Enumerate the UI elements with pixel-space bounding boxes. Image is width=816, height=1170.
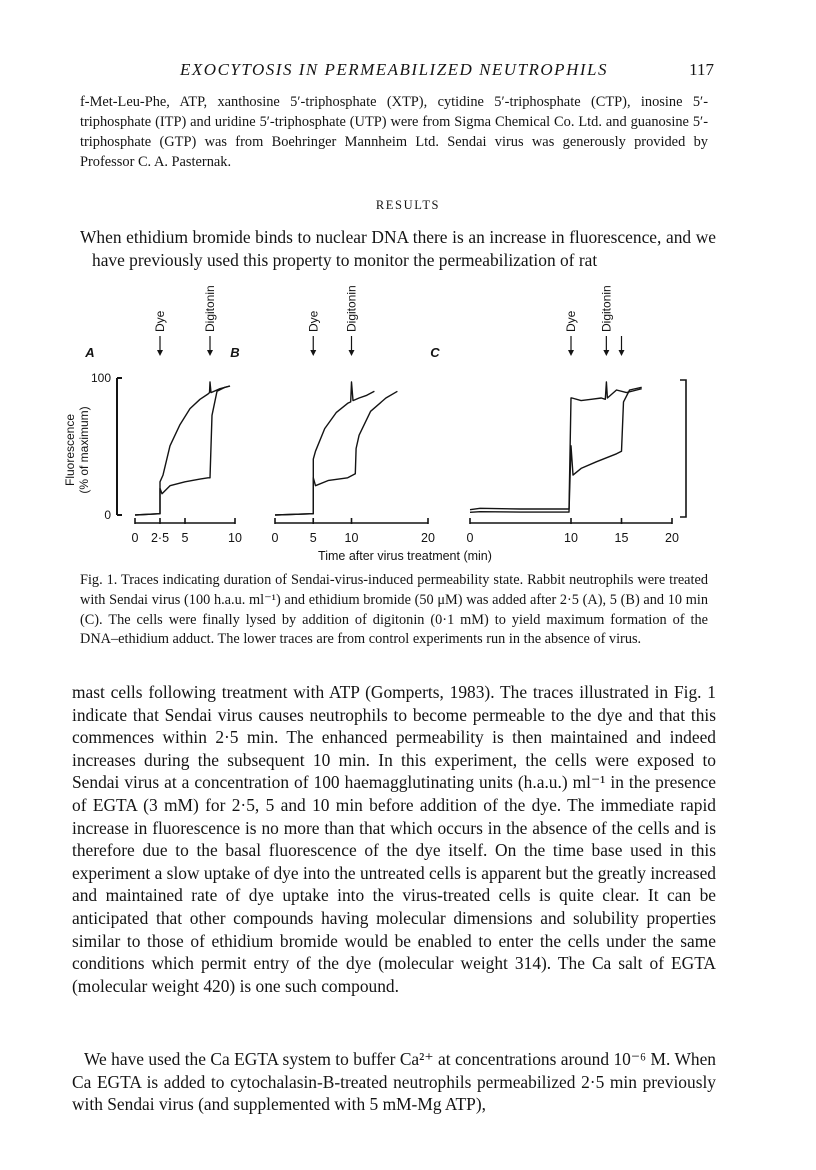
- last-text: We have used the Ca EGTA system to buffer Ca²⁺ at concentrations around 10⁻⁶ M. When Ca EGTA is added to cytochalasin-B-treated neutrophils permeabilized 2·5 min previously with Sendai virus (and supplemented with 5 mM-Mg ATP),: [72, 1049, 716, 1115]
- x-tick-label-a-2: 5: [181, 531, 189, 545]
- marker-arrowhead-a-1: [207, 350, 213, 356]
- marker-arrowhead-b-0: [310, 350, 316, 356]
- trace-c-control: [470, 387, 642, 512]
- x-tick-label-a-0: 0: [131, 531, 139, 545]
- y-axis-label-line1: Fluorescence: [63, 413, 77, 487]
- x-tick-label-b-1: 5: [309, 531, 317, 545]
- running-title: EXOCYTOSIS IN PERMEABILIZED NEUTROPHILS: [180, 60, 608, 79]
- y-tick-label-top: 100: [90, 371, 111, 385]
- last-paragraph: [72, 1048, 716, 1116]
- page-number: 117: [689, 60, 714, 79]
- x-tick-label-a-1: 2·5: [150, 531, 170, 545]
- materials-paragraph: f-Met-Leu-Phe, ATP, xanthosine 5′-triphosphate (XTP), cytidine 5′-triphosphate (CTP), inosine 5′-triphosphate (ITP) and uridine 5′-triphosphate (UTP) were from Sigma Chemical Co. Ltd. and guanosine 5′-triphosphate (GTP) was from Boehringer Mannheim Ltd. Sendai virus was generously provided by Professor C. A. Pasternak.: [80, 94, 708, 170]
- y-tick-label-bottom: 0: [104, 508, 111, 522]
- trace-a-virus: [135, 382, 230, 515]
- marker-arrowhead-c-1: [603, 350, 609, 356]
- panel-label-c: C: [430, 345, 440, 360]
- marker-label-a-0: Dye: [153, 310, 167, 332]
- panel-c-right-bracket: [680, 380, 686, 517]
- x-tick-label-b-0: 0: [271, 531, 279, 545]
- marker-arrowhead-b-1: [349, 350, 355, 356]
- x-tick-label-b-2: 10: [344, 531, 359, 545]
- figure-1-chart: [50, 270, 770, 570]
- main-paragraph: [72, 681, 716, 997]
- section-heading: RESULTS: [375, 198, 441, 212]
- trace-b-virus: [275, 382, 374, 515]
- x-tick-label-b-3: 20: [421, 531, 435, 545]
- marker-label-a-1: Digitonin: [203, 285, 217, 332]
- x-tick-label-c-2: 15: [614, 531, 629, 545]
- marker-label-c-0: Dye: [564, 310, 578, 332]
- trace-b-control: [275, 391, 397, 515]
- trace-a-control: [135, 386, 230, 515]
- x-axis-label: Time after virus treatment (min): [318, 549, 492, 563]
- trace-c-virus: [470, 382, 642, 510]
- x-tick-label-c-0: 0: [466, 531, 474, 545]
- panel-label-b: B: [230, 345, 240, 360]
- panel-label-a: A: [85, 345, 95, 360]
- intro-text: When ethidium bromide binds to nuclear DNA there is an increase in fluorescence, and we have previously used this property to monitor the permeabilization of rat: [80, 227, 716, 270]
- marker-label-c-1: Digitonin: [599, 285, 614, 332]
- figure-1: [50, 270, 770, 570]
- figure-caption: Fig. 1. Traces indicating duration of Sendai-virus-induced permeability state. Rabbit neutrophils were treated with Sendai virus (100 h.a.u. ml⁻¹) and ethidium bromide (50 μM) was added after 2·5 (A), 5 (B) and 10 min (C). The cells were finally lysed by addition of digitonin (0·1 mM) to yield maximum formation of the DNA–ethidium adduct. The lower traces are from control experiments run in the absence of virus.: [80, 572, 708, 648]
- marker-arrowhead-a-0: [157, 350, 163, 356]
- x-tick-label-c-3: 20: [665, 531, 679, 545]
- intro-paragraph: [80, 226, 716, 271]
- x-tick-label-a-3: 10: [228, 531, 242, 545]
- page-header: [72, 60, 716, 84]
- marker-label-b-1: Digitonin: [344, 285, 359, 332]
- marker-arrowhead-c-0: [568, 350, 574, 356]
- x-tick-label-c-1: 10: [564, 531, 578, 545]
- main-text: mast cells following treatment with ATP (Gomperts, 1983). The traces illustrated in Fig. 1 indicate that Sendai virus causes neutrophils to become permeable to the dye and that this commences within 2·5 min. The enhanced permeability is then maintained and indeed increases during the subsequent 10 min. In this experiment, the cells were exposed to Sendai virus at a concentration of 100 haemagglutinating units (h.a.u.) ml⁻¹ in the presence of EGTA (3 mM) for 2·5, 5 and 10 min before addition of the dye. The immediate rapid increase in fluorescence is no more than that which occurs in the absence of the cells and is therefore due to the basal fluorescence of the dye itself. On the time base used in this experiment a slow uptake of dye into the untreated cells is apparent but the greatly increased and maintained rate of dye uptake into the virus-treated cells is quite clear. It can be anticipated that other compounds having molecular dimensions and solubility properties similar to those of ethidium bromide would be enabled to enter the cells under the same conditions which permit entry of the dye (molecular weight 314). The Ca salt of EGTA (molecular weight 420) is one such compound.: [72, 682, 716, 996]
- y-axis-label-line2: (% of maximum): [77, 406, 91, 494]
- marker-arrowhead-c-2: [619, 350, 625, 356]
- marker-label-b-0: Dye: [306, 310, 321, 332]
